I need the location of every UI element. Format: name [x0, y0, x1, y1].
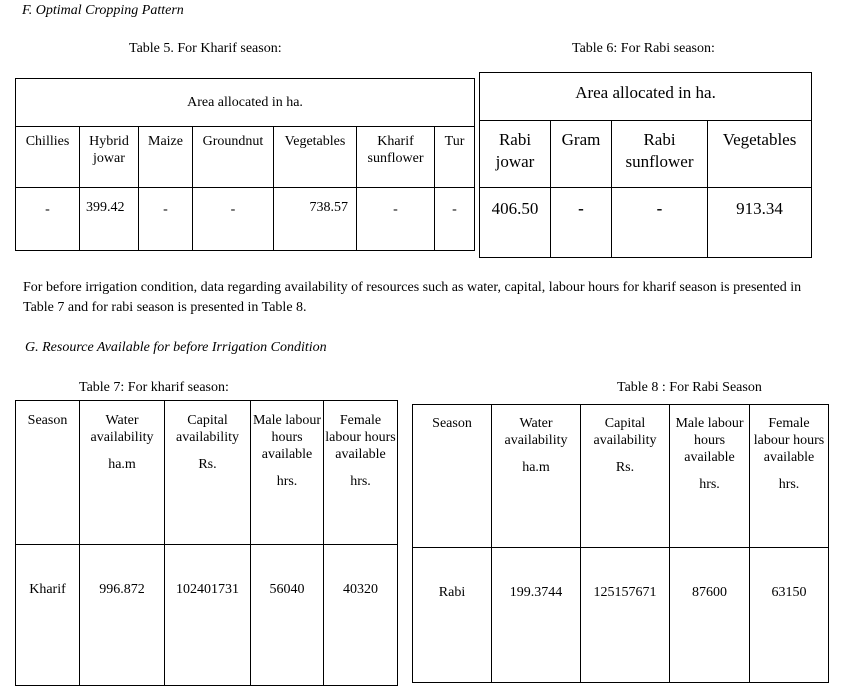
table5-col-header: Vegetables [274, 127, 357, 188]
table5-col-header: Groundnut [193, 127, 274, 188]
table7-cell: Kharif [16, 545, 80, 686]
table5-header: Area allocated in ha. [16, 79, 475, 127]
table5-col-header: Kharif sunflower [357, 127, 435, 188]
table7-col-header [324, 401, 398, 545]
table8-col-header [492, 405, 581, 548]
table5-col-header: Maize [139, 127, 193, 188]
table7-caption: Table 7: For kharif season: [79, 380, 229, 395]
table8-caption: Table 8 : For Rabi Season [617, 380, 762, 395]
table8-col-unit: hrs. [699, 477, 720, 492]
table5-col-header: Tur [435, 127, 475, 188]
table7-cell: 996.872 [80, 545, 165, 686]
table8-col-title: Male labour hours available [675, 416, 744, 465]
table7-col-title: Male labour hours available [252, 413, 322, 462]
table7-col-header [251, 401, 324, 545]
table6-col-header: Gram [551, 121, 612, 188]
table8-col-unit: hrs. [778, 477, 800, 492]
table6-cell: 913.34 [708, 188, 812, 258]
table8-col-header [581, 405, 670, 548]
table7-col-title: Season [27, 413, 68, 428]
table7-col-title: Capital availability [176, 413, 239, 445]
table8-cell: 199.3744 [492, 548, 581, 683]
table6-col-header: Rabi jowar [480, 121, 551, 188]
table5-cell: - [193, 188, 274, 251]
table5-col-header: Hybrid jowar [80, 127, 139, 188]
table6-cell: - [612, 188, 708, 258]
table8-col-unit: ha.m [522, 460, 550, 475]
table7-cell: 40320 [324, 545, 398, 686]
table7-col-unit: ha.m [108, 457, 136, 472]
table8-cell: 63150 [750, 548, 829, 683]
table8-col-title: Female labour hours available [753, 416, 825, 465]
table8-col-header [413, 405, 492, 548]
table8-cell: 87600 [670, 548, 750, 683]
table6-cell: - [551, 188, 612, 258]
table5-cell: - [435, 188, 475, 251]
table7-cell: 56040 [251, 545, 324, 686]
table6-header: Area allocated in ha. [480, 73, 812, 121]
table7-col-unit: hrs. [350, 474, 371, 489]
table7-col-title: Water availability [90, 413, 154, 445]
table8-col-title: Water availability [504, 416, 568, 448]
table6-cell: 406.50 [480, 188, 551, 258]
table8 [412, 404, 829, 683]
table7-col-unit: Rs. [198, 457, 217, 472]
table5-cell: 738.57 [274, 188, 357, 251]
table5-cell: - [357, 188, 435, 251]
table7-col-header [16, 401, 80, 545]
table7-col-header [80, 401, 165, 545]
table5 [15, 78, 475, 251]
table7-col-unit: hrs. [276, 474, 298, 489]
table8-cell: 125157671 [581, 548, 670, 683]
table8-col-header [670, 405, 750, 548]
table7 [15, 400, 398, 686]
table5-caption: Table 5. For Kharif season: [129, 41, 282, 56]
table5-cell: - [139, 188, 193, 251]
table6-col-header: Rabi sunflower [612, 121, 708, 188]
section-g-heading: G. Resource Available for before Irrigation Condition [25, 340, 327, 355]
table6 [479, 72, 812, 258]
table5-col-header: Chillies [16, 127, 80, 188]
table5-cell: 399.42 [80, 188, 139, 251]
table8-col-title: Season [432, 416, 472, 431]
section-f-heading: F. Optimal Cropping Pattern [22, 3, 184, 18]
table6-col-header: Vegetables [708, 121, 812, 188]
table7-col-title: Female labour hours available [325, 413, 396, 462]
table5-cell: - [16, 188, 80, 251]
table6-caption: Table 6: For Rabi season: [572, 41, 715, 56]
body-paragraph: For before irrigation condition, data regarding availability of resources such as water, capital, labour hours for kharif season is presented in Table 7 and for rabi season is presented in Table 8. [23, 280, 802, 315]
table8-cell: Rabi [413, 548, 492, 683]
table8-col-unit: Rs. [615, 460, 635, 475]
table8-col-title: Capital availability [593, 416, 657, 448]
table7-cell: 102401731 [165, 545, 251, 686]
table7-col-header [165, 401, 251, 545]
table8-col-header [750, 405, 829, 548]
